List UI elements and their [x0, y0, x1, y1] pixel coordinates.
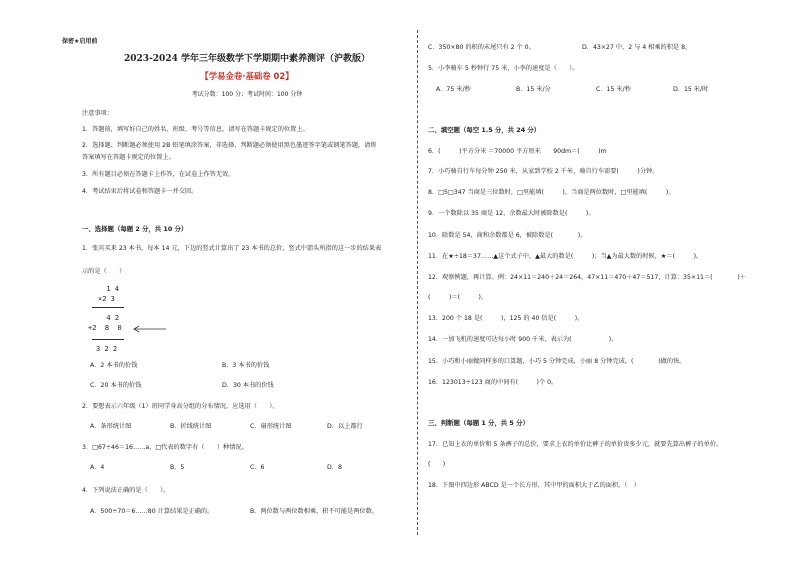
exam-subtitle: 【学易金卷·基础卷 02】: [200, 71, 294, 81]
fill-question: 11．在★÷18＝37……▲这个式子中，▲最大的数是( )；当▲为最大数的时候，★＝( )。: [428, 253, 703, 260]
fill-question: 9．一个数除以 35 商是 12，余数最大时被除数是( )。: [428, 210, 595, 217]
arrow-left-icon: [132, 325, 168, 333]
exam-title: 2023-2024 学年三年级数学下学期期中素养测评（沪教版）: [124, 54, 370, 64]
left-column: [62, 0, 412, 562]
notice-item: 答案填写在答题卡规定的位置上。: [82, 154, 175, 161]
option-a: A．2 本书的价钱: [90, 362, 138, 369]
option-d: D．43×27 中，2 与 4 相乘的积是 8。: [582, 44, 692, 51]
notice-item: 4．考试结束后将试卷和答题卡一并交回。: [82, 188, 198, 195]
section-heading-choice: 一、选择题（每题 2 分，共 10 分）: [82, 225, 188, 233]
confidential-mark: 保密★启用前: [62, 38, 98, 45]
calc-rule: [92, 307, 124, 308]
notice-item: 3．所有题目必须在答题卡上作答，在试卷上作答无效。: [82, 171, 235, 178]
question-1-stem: 1．张宾买来 23 本书，每本 14 元，下边的竖式计算出了 23 本书的总价，竖式中箭头所指的这一步的结果表: [82, 245, 382, 252]
question-5-stem: 5．小李骑车 5 秒钟行 75 米，小李的速度是（ ）。: [428, 65, 579, 72]
option-a: A．4: [90, 464, 105, 471]
fill-question: 14．一加飞机的速度可达每小时 900 千米，表示为( )。: [428, 336, 618, 343]
fill-question: 15．小巧和小丽做同样多的口算题，小巧 5 分钟完成，小丽 8 分钟完成。( )做的快。: [428, 358, 686, 365]
option-d: D．30 本书的价钱: [222, 382, 274, 389]
option-c: C．扇形统计图: [250, 423, 292, 430]
option-c: C．20 本书的价钱: [90, 382, 142, 389]
fill-question: 6．( )平方分米 ＝70000 平方厘米 90dm＝( )m: [428, 148, 607, 155]
option-c: C．350×80 的积的末尾只有 2 个 0。: [428, 44, 535, 51]
fill-question: 7．小巧骑自行车每分钟 250 米，从家到学校 2 千米，骑自行车需要( )分钟。: [428, 168, 659, 175]
fill-question: 13．200 个 18 是( )，125 的 40 倍是( )。: [428, 315, 584, 322]
fill-question-cont: ( )＝( )。: [428, 294, 488, 301]
question-2-stem: 2．要想表示六年级（1）班同学身高分组的分布情况，应选用（ ）。: [82, 403, 279, 410]
option-d: D．8: [327, 464, 342, 471]
option-c: C．15 米/秒: [596, 86, 631, 93]
question-3-stem: 3．□67÷46＝16……a，□代表的数字有（ ）种情况。: [82, 444, 248, 451]
question-1-stem-cont: 示的是（ ）: [82, 268, 126, 275]
option-d: D．15 米/时: [673, 86, 709, 93]
option-b: B．3 本书的价钱: [222, 362, 270, 369]
fill-question: 8．□5□347 当商是三位数时，□里能填( )，当商是两位数时，□里能填( )。: [428, 189, 675, 196]
calc-row: 4 2: [98, 314, 120, 322]
calc-row: 1 4: [98, 285, 120, 293]
judge-question-cont: ( ): [428, 461, 446, 468]
calc-row: 3 2 2: [96, 345, 118, 353]
option-a: A．条形统计图: [90, 423, 132, 430]
section-heading-judge: 三、判断题（每题 1 分，共 5 分）: [428, 419, 529, 427]
judge-question: 18．下图中四边形 ABCD 是一个长方形，其中甲的面积大于乙的面积。（ ）: [428, 482, 640, 489]
notice-heading: 注意事项：: [82, 110, 113, 117]
option-b: B．折线统计图: [170, 423, 212, 430]
column-divider: [417, 30, 418, 535]
option-d: D．以上都行: [327, 423, 363, 430]
option-b: B．15 米/分: [516, 86, 551, 93]
calc-rule: [92, 339, 124, 340]
option-b: B．两位数与两位数相乘，积不可能是两位数。: [250, 508, 378, 515]
calc-row: ×2 3: [98, 295, 115, 303]
fill-question: 10．除数是 54，商和余数都是 6，被除数是( )。: [428, 232, 587, 239]
notice-item: 2．选择题、判断题必须使用 2B 铅笔填涂答案，非选择、判断题必须使用黑色墨迹签字笔或钢笔答题，请将: [82, 142, 377, 149]
section-heading-fill: 二、填空题（每空 1.5 分，共 24 分）: [428, 126, 541, 134]
judge-question: 17．已知上衣的单价和 5 条裤子的总价，要求上衣的单价比裤子的单价贵多少元，就要先算出裤子的单价。: [428, 441, 723, 448]
option-b: B．5: [170, 464, 185, 471]
fill-question: 12．观察例题，再计算。例：24×11＝240＋24＝264，47×11＝470＋47＝517，计算：35×11＝( )＋: [428, 274, 746, 281]
fill-question: 16．123013÷123 商的中间有( )个 0。: [428, 379, 558, 386]
right-column: [428, 0, 763, 562]
question-4-stem: 4．下列说法正确的是（ ）。: [82, 487, 170, 494]
notice-item: 1．答题前，填写好自己的姓名、班级、考号等信息，请写在答题卡规定的位置上。: [82, 126, 309, 133]
calc-row: +2 8 0: [88, 324, 122, 332]
option-a: A．75 米/秒: [436, 86, 471, 93]
option-a: A．500÷70＝6……80 计算结果是正确的。: [90, 508, 214, 515]
option-c: C．6: [250, 464, 265, 471]
exam-info: 考试分数：100 分；考试时间：100 分钟: [191, 91, 303, 98]
